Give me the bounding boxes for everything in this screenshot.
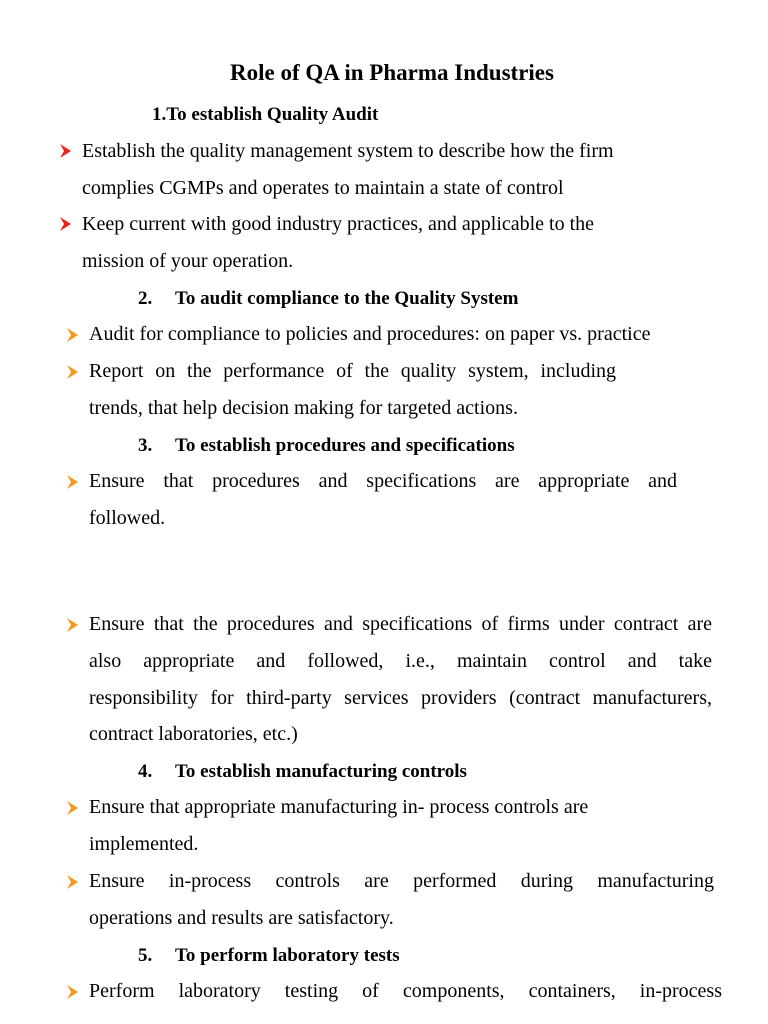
section-number: 2. [138,288,153,309]
red-arrow-icon [59,144,72,158]
section-heading-text: To establish Quality Audit [166,104,379,125]
orange-arrow-icon [66,365,79,379]
orange-arrow-icon [66,985,79,999]
section-heading-text: To establish manufacturing controls [175,761,467,782]
orange-arrow-icon [66,328,79,342]
bullet-1-2: Keep current with good industry practices, and applicable to the mission of your operation. [82,213,595,272]
section-heading-1 [152,103,378,127]
bullet-2-1: Audit for compliance to policies and procedures: on paper vs. practice [89,323,651,345]
bullet-2-2: Report on the performance of the quality system, including trends, that help decision making for targeted actions. [89,360,616,419]
section-heading-text: To audit compliance to the Quality System [175,288,519,309]
orange-arrow-icon [66,475,79,489]
section-number: 1. [152,104,167,125]
bullet-5-1: Perform laboratory testing of components, containers, in-process [89,980,722,1002]
bullet-1-1: Establish the quality management system to describe how the firm complies CGMPs and operates to maintain a state of control [82,140,614,199]
section-number: 4. [138,761,153,782]
bullet-4-2: Ensure in-process controls are performed during manufacturing operations and results are satisfactory. [89,870,714,929]
orange-arrow-icon [66,618,79,632]
section-heading-text: To perform laboratory tests [175,945,400,966]
section-heading-text: To establish procedures and specifications [175,435,515,456]
bullet-3-1: Ensure that procedures and specifications are appropriate and followed. [89,470,677,529]
section-heading-2 [138,287,518,311]
bullet-4-1: Ensure that appropriate manufacturing in- process controls are implemented. [89,796,589,855]
red-arrow-icon [59,217,72,231]
orange-arrow-icon [66,875,79,889]
page-title: Role of QA in Pharma Industries [230,60,554,85]
section-heading-4 [138,760,467,784]
section-number: 5. [138,945,153,966]
section-heading-3 [138,434,515,458]
section-heading-5 [138,944,400,968]
orange-arrow-icon [66,801,79,815]
section-number: 3. [138,435,153,456]
bullet-3-2: Ensure that the procedures and specifications of firms under contract are also appropriate and followed, i.e., maintain control and take responsibility for third-party services providers (contract manufacturers, contract laboratories, etc.) [89,613,712,746]
